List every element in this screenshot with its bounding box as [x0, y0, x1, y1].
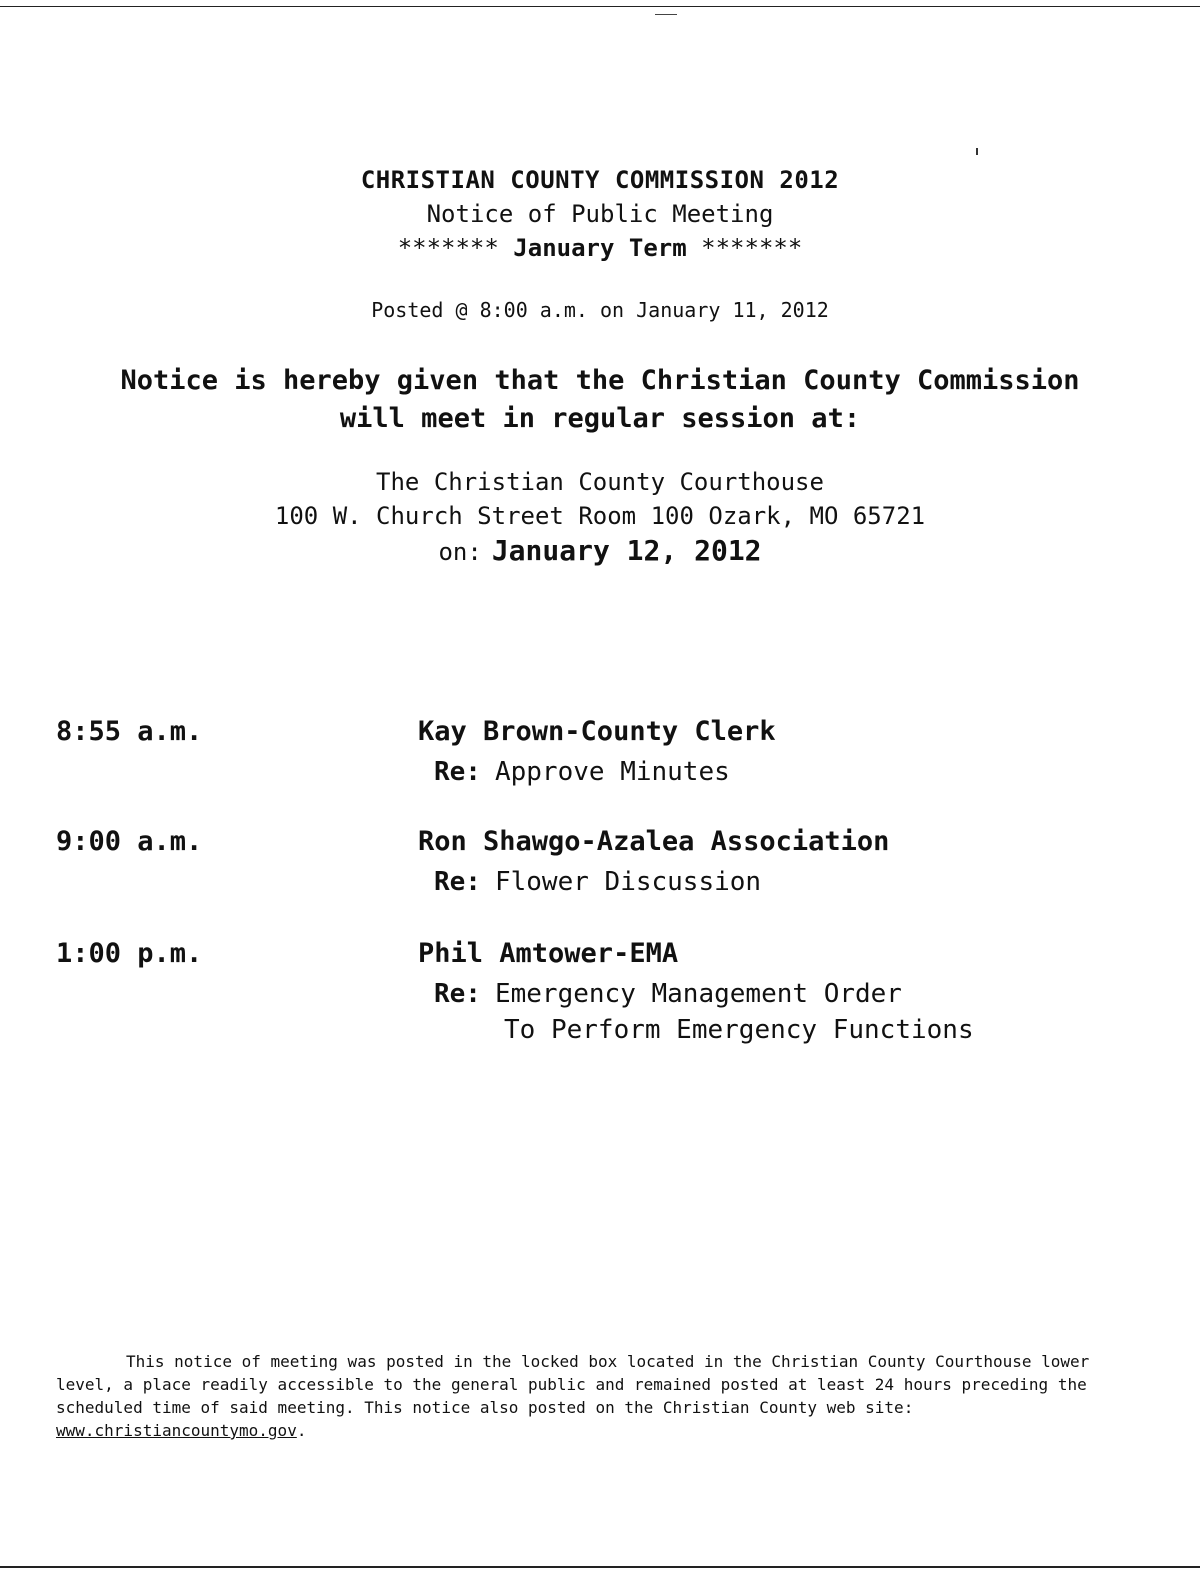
- agenda-re-label: Re:: [434, 757, 481, 787]
- posting-statement-end: .: [296, 1421, 307, 1440]
- location-building: The Christian County Courthouse: [376, 468, 824, 496]
- term-name: January Term: [513, 234, 687, 262]
- posting-statement-text: This notice of meeting was posted in the locked box located in the Christian County Courthouse lower level, a place readily accessible to the general public and remained posted at least 24 hours preceding the scheduled time of said meeting. This notice also posted on the Christian County web site:: [56, 1352, 1090, 1417]
- meeting-date-line: [0, 534, 1200, 567]
- agenda-re-label: Re:: [434, 867, 481, 897]
- agenda-re-label: Re:: [434, 979, 481, 1009]
- meeting-date-label: on:: [438, 538, 482, 566]
- agenda-topic-line-1: Approve Minutes: [494, 757, 730, 787]
- term-stars-right: *******: [701, 234, 803, 262]
- notice-statement: [0, 362, 1200, 438]
- agenda-presenter: Phil Amtower-EMA: [418, 938, 679, 969]
- scan-speck: [976, 148, 978, 155]
- scan-top-mark: [655, 14, 677, 15]
- agenda-topic: [434, 864, 761, 900]
- document-title: CHRISTIAN COUNTY COMMISSION 2012: [360, 166, 840, 194]
- agenda-time: 9:00 a.m.: [56, 826, 203, 857]
- posted-line: Posted @ 8:00 a.m. on January 11, 2012: [371, 298, 829, 322]
- agenda-topic: [434, 976, 974, 1048]
- notice-line-2: will meet in regular session at:: [339, 403, 861, 434]
- meeting-date: January 12, 2012: [491, 534, 762, 567]
- notice-line-1: Notice is hereby given that the Christian County Commission: [120, 365, 1080, 396]
- agenda-presenter: Ron Shawgo-Azalea Association: [418, 826, 890, 857]
- agenda-time: 1:00 p.m.: [56, 938, 203, 969]
- county-website-link[interactable]: www.christiancountymo.gov: [56, 1421, 297, 1440]
- document-subtitle: Notice of Public Meeting: [426, 200, 774, 228]
- scan-top-border: [0, 6, 1200, 7]
- scan-bottom-border: [0, 1566, 1200, 1568]
- agenda-topic-line-2: To Perform Emergency Functions: [504, 1015, 974, 1045]
- term-line: [0, 234, 1200, 262]
- agenda-topic-line-1: Emergency Management Order: [494, 979, 902, 1009]
- location-address: 100 W. Church Street Room 100 Ozark, MO 65721: [274, 502, 926, 530]
- agenda-topic-line-1: Flower Discussion: [494, 867, 762, 897]
- agenda-presenter: Kay Brown-County Clerk: [418, 716, 776, 747]
- term-stars-left: *******: [397, 234, 499, 262]
- posting-statement: [56, 1350, 1151, 1442]
- agenda-topic: [434, 754, 730, 790]
- agenda-time: 8:55 a.m.: [56, 716, 203, 747]
